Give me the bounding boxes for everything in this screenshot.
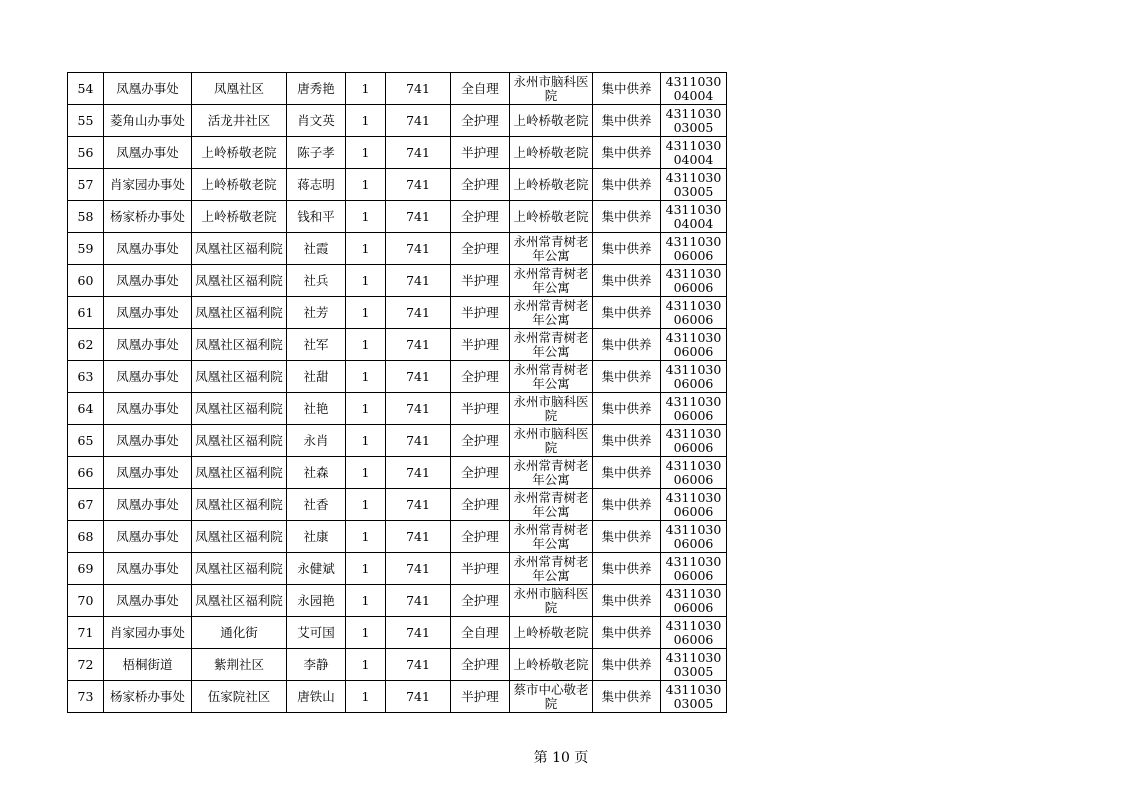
- institution-cell: 永州常青树老年公寓: [510, 489, 593, 521]
- amount-cell: 741: [386, 105, 451, 137]
- community-cell: 凤凰社区福利院: [192, 329, 287, 361]
- support-mode-cell: 集中供养: [593, 425, 661, 457]
- institution-cell: 永州市脑科医院: [510, 73, 593, 105]
- person-name-cell: 李静: [287, 649, 346, 681]
- person-name-cell: 社霞: [287, 233, 346, 265]
- row-number-cell: 58: [68, 201, 104, 233]
- person-name-cell: 永肖: [287, 425, 346, 457]
- person-name-cell: 肖文英: [287, 105, 346, 137]
- table-row: [68, 617, 727, 649]
- person-name-cell: 永健斌: [287, 553, 346, 585]
- institution-cell: 永州常青树老年公寓: [510, 329, 593, 361]
- area-code-cell: 431103004004: [661, 73, 727, 105]
- community-cell: 上岭桥敬老院: [192, 169, 287, 201]
- row-number-cell: 54: [68, 73, 104, 105]
- row-number-cell: 63: [68, 361, 104, 393]
- care-level-cell: 全护理: [451, 521, 510, 553]
- table-row: [68, 457, 727, 489]
- count-cell: 1: [346, 233, 386, 265]
- table-row: [68, 201, 727, 233]
- count-cell: 1: [346, 105, 386, 137]
- table-row: [68, 425, 727, 457]
- care-level-cell: 半护理: [451, 553, 510, 585]
- area-code-cell: 431103006006: [661, 489, 727, 521]
- care-level-cell: 半护理: [451, 265, 510, 297]
- records-table: [67, 72, 727, 713]
- count-cell: 1: [346, 425, 386, 457]
- support-mode-cell: 集中供养: [593, 105, 661, 137]
- person-name-cell: 社军: [287, 329, 346, 361]
- person-name-cell: 社森: [287, 457, 346, 489]
- table-row: [68, 361, 727, 393]
- person-name-cell: 唐铁山: [287, 681, 346, 713]
- support-mode-cell: 集中供养: [593, 681, 661, 713]
- area-code-cell: 431103006006: [661, 297, 727, 329]
- institution-cell: 上岭桥敬老院: [510, 617, 593, 649]
- person-name-cell: 蒋志明: [287, 169, 346, 201]
- community-cell: 凤凰社区福利院: [192, 265, 287, 297]
- care-level-cell: 全护理: [451, 233, 510, 265]
- institution-cell: 上岭桥敬老院: [510, 105, 593, 137]
- office-cell: 凤凰办事处: [104, 457, 192, 489]
- count-cell: 1: [346, 265, 386, 297]
- community-cell: 凤凰社区福利院: [192, 553, 287, 585]
- count-cell: 1: [346, 617, 386, 649]
- amount-cell: 741: [386, 201, 451, 233]
- care-level-cell: 全自理: [451, 73, 510, 105]
- office-cell: 凤凰办事处: [104, 585, 192, 617]
- row-number-cell: 73: [68, 681, 104, 713]
- office-cell: 凤凰办事处: [104, 137, 192, 169]
- community-cell: 通化街: [192, 617, 287, 649]
- amount-cell: 741: [386, 265, 451, 297]
- person-name-cell: 社康: [287, 521, 346, 553]
- community-cell: 凤凰社区福利院: [192, 489, 287, 521]
- row-number-cell: 62: [68, 329, 104, 361]
- community-cell: 上岭桥敬老院: [192, 201, 287, 233]
- count-cell: 1: [346, 681, 386, 713]
- area-code-cell: 431103006006: [661, 457, 727, 489]
- person-name-cell: 社甜: [287, 361, 346, 393]
- office-cell: 肖家园办事处: [104, 169, 192, 201]
- table-row: [68, 681, 727, 713]
- count-cell: 1: [346, 521, 386, 553]
- count-cell: 1: [346, 73, 386, 105]
- table-row: [68, 233, 727, 265]
- community-cell: 凤凰社区福利院: [192, 233, 287, 265]
- support-mode-cell: 集中供养: [593, 329, 661, 361]
- community-cell: 上岭桥敬老院: [192, 137, 287, 169]
- row-number-cell: 69: [68, 553, 104, 585]
- support-mode-cell: 集中供养: [593, 457, 661, 489]
- amount-cell: 741: [386, 425, 451, 457]
- community-cell: 凤凰社区: [192, 73, 287, 105]
- care-level-cell: 全护理: [451, 585, 510, 617]
- office-cell: 凤凰办事处: [104, 361, 192, 393]
- person-name-cell: 永园艳: [287, 585, 346, 617]
- area-code-cell: 431103003005: [661, 681, 727, 713]
- row-number-cell: 56: [68, 137, 104, 169]
- community-cell: 凤凰社区福利院: [192, 425, 287, 457]
- table-row: [68, 521, 727, 553]
- amount-cell: 741: [386, 489, 451, 521]
- amount-cell: 741: [386, 617, 451, 649]
- amount-cell: 741: [386, 297, 451, 329]
- institution-cell: 蔡市中心敬老院: [510, 681, 593, 713]
- care-level-cell: 半护理: [451, 137, 510, 169]
- table-row: [68, 585, 727, 617]
- row-number-cell: 57: [68, 169, 104, 201]
- person-name-cell: 艾可国: [287, 617, 346, 649]
- care-level-cell: 半护理: [451, 393, 510, 425]
- page-number: 第 10 页: [533, 750, 589, 766]
- institution-cell: 永州常青树老年公寓: [510, 297, 593, 329]
- office-cell: 凤凰办事处: [104, 489, 192, 521]
- institution-cell: 永州市脑科医院: [510, 393, 593, 425]
- care-level-cell: 半护理: [451, 297, 510, 329]
- amount-cell: 741: [386, 553, 451, 585]
- institution-cell: 永州常青树老年公寓: [510, 521, 593, 553]
- support-mode-cell: 集中供养: [593, 137, 661, 169]
- institution-cell: 上岭桥敬老院: [510, 649, 593, 681]
- row-number-cell: 68: [68, 521, 104, 553]
- institution-cell: 永州常青树老年公寓: [510, 553, 593, 585]
- care-level-cell: 全护理: [451, 489, 510, 521]
- community-cell: 凤凰社区福利院: [192, 457, 287, 489]
- support-mode-cell: 集中供养: [593, 649, 661, 681]
- office-cell: 凤凰办事处: [104, 553, 192, 585]
- row-number-cell: 59: [68, 233, 104, 265]
- table-row: [68, 329, 727, 361]
- community-cell: 凤凰社区福利院: [192, 521, 287, 553]
- support-mode-cell: 集中供养: [593, 617, 661, 649]
- person-name-cell: 社香: [287, 489, 346, 521]
- row-number-cell: 60: [68, 265, 104, 297]
- area-code-cell: 431103003005: [661, 169, 727, 201]
- area-code-cell: 431103006006: [661, 553, 727, 585]
- institution-cell: 上岭桥敬老院: [510, 137, 593, 169]
- count-cell: 1: [346, 489, 386, 521]
- row-number-cell: 70: [68, 585, 104, 617]
- support-mode-cell: 集中供养: [593, 297, 661, 329]
- table-row: [68, 105, 727, 137]
- community-cell: 伍家院社区: [192, 681, 287, 713]
- institution-cell: 永州常青树老年公寓: [510, 361, 593, 393]
- institution-cell: 上岭桥敬老院: [510, 201, 593, 233]
- area-code-cell: 431103006006: [661, 521, 727, 553]
- table-row: [68, 649, 727, 681]
- office-cell: 杨家桥办事处: [104, 681, 192, 713]
- area-code-cell: 431103004004: [661, 201, 727, 233]
- care-level-cell: 全护理: [451, 169, 510, 201]
- support-mode-cell: 集中供养: [593, 265, 661, 297]
- area-code-cell: 431103004004: [661, 137, 727, 169]
- care-level-cell: 全护理: [451, 649, 510, 681]
- table-row: [68, 393, 727, 425]
- care-level-cell: 全护理: [451, 457, 510, 489]
- institution-cell: 永州常青树老年公寓: [510, 265, 593, 297]
- count-cell: 1: [346, 137, 386, 169]
- row-number-cell: 71: [68, 617, 104, 649]
- area-code-cell: 431103003005: [661, 105, 727, 137]
- support-mode-cell: 集中供养: [593, 201, 661, 233]
- row-number-cell: 55: [68, 105, 104, 137]
- care-level-cell: 全自理: [451, 617, 510, 649]
- person-name-cell: 钱和平: [287, 201, 346, 233]
- row-number-cell: 67: [68, 489, 104, 521]
- area-code-cell: 431103006006: [661, 265, 727, 297]
- institution-cell: 永州常青树老年公寓: [510, 457, 593, 489]
- support-mode-cell: 集中供养: [593, 489, 661, 521]
- institution-cell: 永州常青树老年公寓: [510, 233, 593, 265]
- office-cell: 凤凰办事处: [104, 521, 192, 553]
- area-code-cell: 431103006006: [661, 393, 727, 425]
- office-cell: 凤凰办事处: [104, 329, 192, 361]
- support-mode-cell: 集中供养: [593, 393, 661, 425]
- care-level-cell: 半护理: [451, 681, 510, 713]
- office-cell: 菱角山办事处: [104, 105, 192, 137]
- amount-cell: 741: [386, 73, 451, 105]
- care-level-cell: 全护理: [451, 105, 510, 137]
- office-cell: 凤凰办事处: [104, 265, 192, 297]
- institution-cell: 上岭桥敬老院: [510, 169, 593, 201]
- office-cell: 凤凰办事处: [104, 425, 192, 457]
- amount-cell: 741: [386, 233, 451, 265]
- office-cell: 杨家桥办事处: [104, 201, 192, 233]
- office-cell: 肖家园办事处: [104, 617, 192, 649]
- support-mode-cell: 集中供养: [593, 585, 661, 617]
- area-code-cell: 431103006006: [661, 585, 727, 617]
- records-table-body: [68, 73, 727, 713]
- amount-cell: 741: [386, 361, 451, 393]
- support-mode-cell: 集中供养: [593, 361, 661, 393]
- community-cell: 凤凰社区福利院: [192, 297, 287, 329]
- table-row: [68, 169, 727, 201]
- office-cell: 凤凰办事处: [104, 73, 192, 105]
- amount-cell: 741: [386, 681, 451, 713]
- support-mode-cell: 集中供养: [593, 233, 661, 265]
- person-name-cell: 唐秀艳: [287, 73, 346, 105]
- person-name-cell: 社艳: [287, 393, 346, 425]
- table-row: [68, 489, 727, 521]
- row-number-cell: 66: [68, 457, 104, 489]
- table-row: [68, 265, 727, 297]
- table-row: [68, 297, 727, 329]
- amount-cell: 741: [386, 137, 451, 169]
- care-level-cell: 全护理: [451, 201, 510, 233]
- count-cell: 1: [346, 649, 386, 681]
- community-cell: 紫荆社区: [192, 649, 287, 681]
- table-row: [68, 553, 727, 585]
- amount-cell: 741: [386, 329, 451, 361]
- person-name-cell: 陈子孝: [287, 137, 346, 169]
- count-cell: 1: [346, 297, 386, 329]
- amount-cell: 741: [386, 393, 451, 425]
- area-code-cell: 431103006006: [661, 361, 727, 393]
- support-mode-cell: 集中供养: [593, 553, 661, 585]
- area-code-cell: 431103006006: [661, 233, 727, 265]
- community-cell: 凤凰社区福利院: [192, 585, 287, 617]
- area-code-cell: 431103003005: [661, 649, 727, 681]
- person-name-cell: 社兵: [287, 265, 346, 297]
- community-cell: 活龙井社区: [192, 105, 287, 137]
- row-number-cell: 61: [68, 297, 104, 329]
- count-cell: 1: [346, 585, 386, 617]
- area-code-cell: 431103006006: [661, 617, 727, 649]
- office-cell: 梧桐街道: [104, 649, 192, 681]
- institution-cell: 永州市脑科医院: [510, 425, 593, 457]
- amount-cell: 741: [386, 457, 451, 489]
- count-cell: 1: [346, 457, 386, 489]
- person-name-cell: 社芳: [287, 297, 346, 329]
- care-level-cell: 全护理: [451, 425, 510, 457]
- support-mode-cell: 集中供养: [593, 73, 661, 105]
- office-cell: 凤凰办事处: [104, 233, 192, 265]
- care-level-cell: 半护理: [451, 329, 510, 361]
- support-mode-cell: 集中供养: [593, 169, 661, 201]
- community-cell: 凤凰社区福利院: [192, 361, 287, 393]
- support-mode-cell: 集中供养: [593, 521, 661, 553]
- area-code-cell: 431103006006: [661, 425, 727, 457]
- table-row: [68, 137, 727, 169]
- amount-cell: 741: [386, 649, 451, 681]
- row-number-cell: 72: [68, 649, 104, 681]
- amount-cell: 741: [386, 169, 451, 201]
- count-cell: 1: [346, 201, 386, 233]
- institution-cell: 永州市脑科医院: [510, 585, 593, 617]
- count-cell: 1: [346, 169, 386, 201]
- row-number-cell: 65: [68, 425, 104, 457]
- care-level-cell: 全护理: [451, 361, 510, 393]
- community-cell: 凤凰社区福利院: [192, 393, 287, 425]
- table-row: [68, 73, 727, 105]
- count-cell: 1: [346, 361, 386, 393]
- office-cell: 凤凰办事处: [104, 297, 192, 329]
- count-cell: 1: [346, 329, 386, 361]
- amount-cell: 741: [386, 521, 451, 553]
- area-code-cell: 431103006006: [661, 329, 727, 361]
- count-cell: 1: [346, 553, 386, 585]
- count-cell: 1: [346, 393, 386, 425]
- amount-cell: 741: [386, 585, 451, 617]
- row-number-cell: 64: [68, 393, 104, 425]
- office-cell: 凤凰办事处: [104, 393, 192, 425]
